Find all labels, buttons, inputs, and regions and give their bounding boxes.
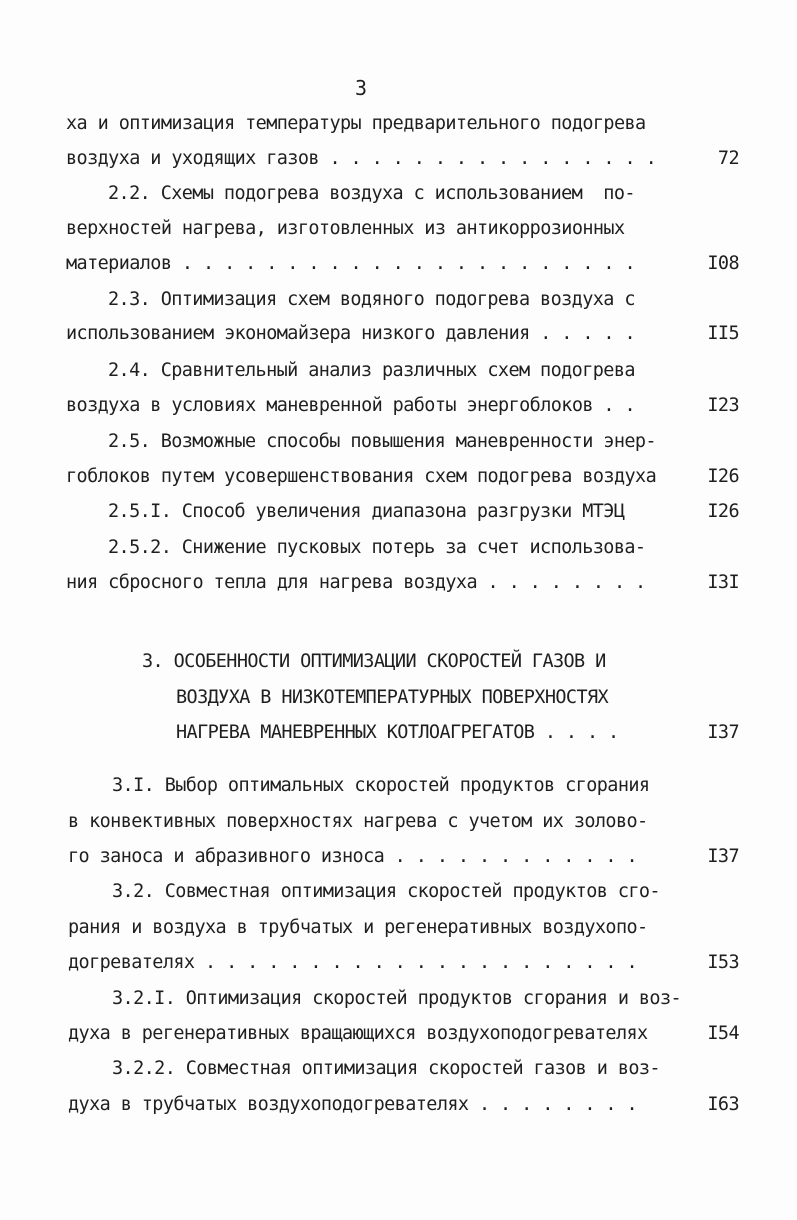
toc-line: воздуха и уходящих газов . . . . . . . . . . . . . . . . [66, 148, 657, 169]
chapter-heading-line: 3. ОСОБЕННОСТИ ОПТИМИЗАЦИИ СКОРОСТЕЙ ГАЗОВ И [142, 651, 606, 672]
toc-line: 2.5. Возможные способы повышения маневренности энер- [108, 431, 656, 452]
toc-page-number: I26 [707, 466, 739, 487]
toc-line: материалов . . . . . . . . . . . . . . . . . . . . . . [66, 253, 636, 274]
toc-page-number: I37 [707, 846, 739, 867]
toc-line: 3.2.I. Оптимизация скоростей продуктов сгорания и воз- [112, 988, 682, 1009]
toc-line: 2.5.2. Снижение пусковых потерь за счет использова- [108, 537, 646, 558]
toc-line: духа в регенеративных вращающихся воздухоподогревателях [68, 1023, 648, 1044]
toc-page-number: I26 [707, 501, 739, 522]
toc-line: го заноса и абразивного износа . . . . . . . . . . . . [68, 846, 638, 867]
toc-page-number: 72 [717, 148, 739, 169]
toc-line: рания и воздуха в трубчатых и регенеративных воздухопо- [68, 917, 648, 938]
toc-line: ния сбросного тепла для нагрева воздуха . . . . . . . . [66, 572, 646, 593]
toc-page-number: II5 [707, 323, 739, 344]
toc-page-number: I23 [707, 395, 739, 416]
toc-page-number: I63 [707, 1094, 739, 1115]
toc-line: догревателях . . . . . . . . . . . . . . . . . . . . . [68, 952, 638, 973]
toc-line: 3.2. Совместная оптимизация скоростей продуктов сго- [112, 881, 660, 902]
toc-line: верхностей нагрева, изготовленных из антикоррозионных [66, 218, 625, 239]
toc-line: 3.2.2. Совместная оптимизация скоростей газов и воз- [112, 1058, 660, 1079]
chapter-heading-line: ВОЗДУХА В НИЗКОТЕМПЕРАТУРНЫХ ПОВЕРХНОСТЯХ [176, 687, 609, 708]
toc-line: 2.2. Схемы подогрева воздуха с использованием по- [108, 183, 635, 204]
toc-line: 3.I. Выбор оптимальных скоростей продуктов сгорания [112, 775, 650, 796]
toc-line: ха и оптимизация температуры предварительного подогрева [66, 113, 646, 134]
toc-line: воздуха в условиях маневренной работы энергоблоков . . [66, 395, 636, 416]
toc-page-number: I3I [707, 572, 739, 593]
toc-line: гоблоков путем усовершенствования схем подогрева воздуха [66, 466, 657, 487]
page-number: 3 [355, 76, 367, 100]
toc-line: 2.3. Оптимизация схем водяного подогрева воздуха с [108, 289, 635, 310]
toc-line: использованием экономайзера низкого давления . . . . . [66, 323, 636, 344]
toc-line: в конвективных поверхностях нагрева с учетом их золово- [68, 811, 648, 832]
toc-page-number: I08 [707, 253, 739, 274]
toc-page-number: I37 [707, 722, 739, 743]
toc-page-number: I54 [707, 1023, 739, 1044]
toc-line: 2.5.I. Способ увеличения диапазона разгрузки МТЭЦ [108, 501, 625, 522]
toc-page-number: I53 [707, 952, 739, 973]
toc-line: духа в трубчатых воздухоподогревателях . . . . . . . . [68, 1094, 638, 1115]
chapter-heading-line: НАГРЕВА МАНЕВРЕННЫХ КОТЛОАГРЕГАТОВ . . . . [176, 722, 619, 743]
toc-line: 2.4. Сравнительный анализ различных схем подогрева [108, 360, 635, 381]
